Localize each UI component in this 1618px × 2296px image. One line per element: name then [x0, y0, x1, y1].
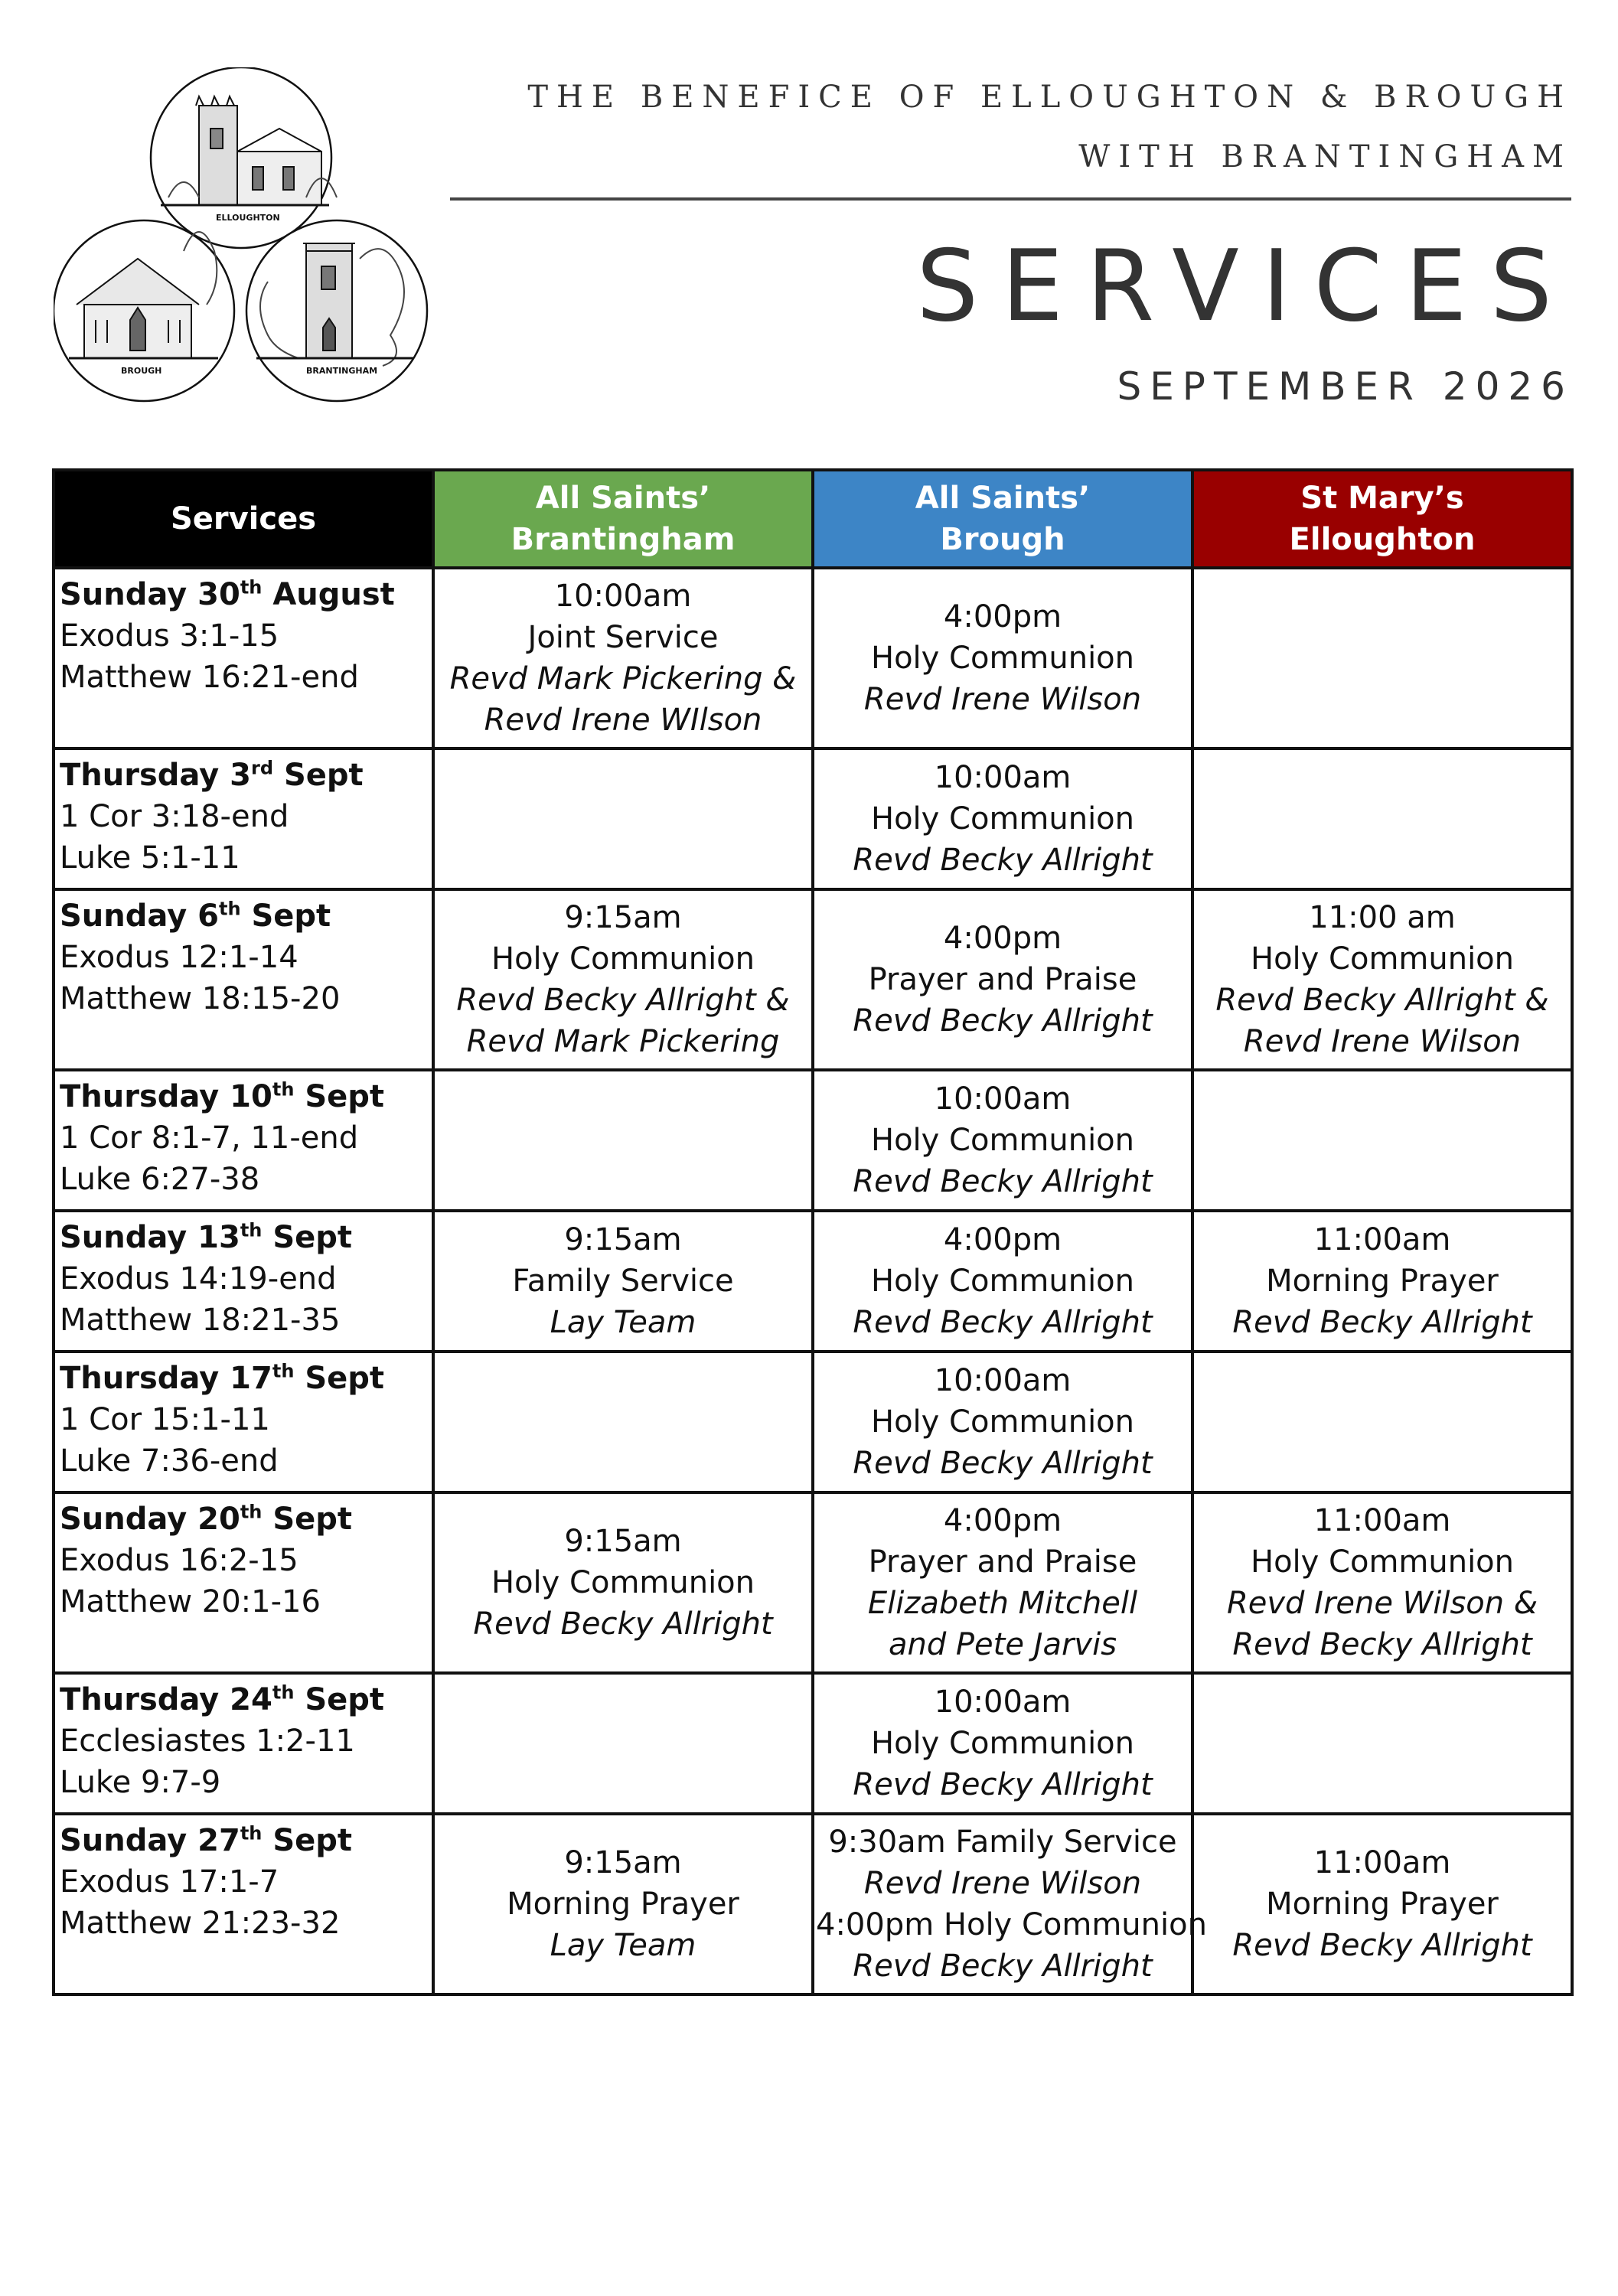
service-text: 9:30am Family Service [828, 1825, 1177, 1860]
service-cell-brantingham [433, 1070, 813, 1211]
page-title: SERVICES [916, 230, 1575, 344]
service-text: Holy Communion [870, 1264, 1135, 1299]
day-name: Thursday 24th Sept [60, 1681, 385, 1717]
service-text: 4:00pm [943, 1503, 1062, 1538]
officiant-text: Revd Irene WIlson [484, 703, 762, 738]
reading-2: Matthew 16:21-end [60, 660, 359, 695]
header-services: Services [54, 470, 433, 568]
officiant-text: Revd Becky Allright [853, 1446, 1153, 1481]
service-cell-brough [813, 568, 1192, 748]
service-cell-brantingham [433, 889, 813, 1070]
service-text: Holy Communion [1250, 941, 1515, 977]
service-text: Holy Communion [491, 941, 755, 977]
service-day-cell [54, 1814, 433, 1994]
day-ordinal-suffix: th [240, 1822, 263, 1844]
service-text: Morning Prayer [1266, 1264, 1499, 1299]
table-row [54, 889, 1572, 1070]
reading-2: Luke 9:7-9 [60, 1765, 221, 1800]
service-cell-brough [813, 1070, 1192, 1211]
service-text: 4:00pm [943, 921, 1062, 956]
reading-2: Matthew 20:1-16 [60, 1584, 321, 1619]
day-name: Sunday 20th Sept [60, 1501, 353, 1537]
officiant-text: Lay Team [550, 1305, 696, 1340]
officiant-text: Revd Becky Allright [1232, 1627, 1532, 1662]
reading-1: Exodus 14:19-end [60, 1261, 337, 1296]
service-text: 10:00am [934, 1081, 1072, 1117]
day-name: Thursday 3rd Sept [60, 757, 364, 793]
day-name: Thursday 17th Sept [60, 1360, 385, 1396]
day-name: Sunday 6th Sept [60, 898, 331, 934]
officiant-text: Elizabeth Mitchell [867, 1586, 1138, 1621]
officiant-text: Revd Becky Allright [1232, 1928, 1532, 1963]
service-text: Family Service [512, 1264, 734, 1299]
service-text: 9:15am [564, 900, 682, 935]
service-cell-elloughton [1192, 889, 1572, 1070]
service-text: 9:15am [564, 1222, 682, 1257]
service-text: Prayer and Praise [868, 1544, 1137, 1580]
day-ordinal-suffix: th [240, 1501, 263, 1523]
day-name: Sunday 13th Sept [60, 1219, 353, 1255]
officiant-text: Revd Becky Allright [1232, 1305, 1532, 1340]
day-name: Sunday 30th August [60, 576, 395, 612]
officiant-text: and Pete Jarvis [888, 1627, 1117, 1662]
benefice-line-2: WITH BRANTINGHAM [1078, 139, 1572, 174]
benefice-name [424, 67, 1572, 187]
table-row [54, 1673, 1572, 1814]
logo-label-brough: BROUGH [121, 366, 162, 376]
service-text: Holy Communion [870, 801, 1135, 837]
service-cell-brough [813, 1352, 1192, 1492]
service-text: 10:00am [934, 760, 1072, 795]
service-text: Holy Communion [870, 1404, 1135, 1440]
officiant-text: Revd Becky Allright & [1215, 983, 1549, 1018]
service-cell-brantingham [433, 568, 813, 748]
reading-1: Exodus 16:2-15 [60, 1543, 298, 1578]
officiant-text: Revd Mark Pickering [466, 1024, 780, 1059]
service-text: 11:00am [1313, 1503, 1451, 1538]
service-text: Holy Communion [870, 1726, 1135, 1761]
service-day-cell [54, 1352, 433, 1492]
service-cell-brantingham [433, 1352, 813, 1492]
service-text: Morning Prayer [507, 1887, 739, 1922]
header-divider [450, 197, 1571, 201]
reading-1: Exodus 17:1-7 [60, 1864, 279, 1900]
table-row [54, 1814, 1572, 1994]
service-cell-elloughton [1192, 1352, 1572, 1492]
day-ordinal-suffix: rd [251, 757, 274, 779]
officiant-text: Revd Irene Wilson [863, 682, 1142, 717]
service-text: 10:00am [934, 1363, 1072, 1398]
benefice-logo [54, 67, 429, 404]
reading-2: Matthew 18:21-35 [60, 1303, 341, 1338]
table-row [54, 748, 1572, 889]
day-ordinal-suffix: th [272, 1681, 295, 1704]
service-cell-elloughton [1192, 748, 1572, 889]
reading-1: 1 Cor 15:1-11 [60, 1402, 270, 1437]
service-text: 4:00pm [943, 1222, 1062, 1257]
day-name: Sunday 27th Sept [60, 1822, 353, 1858]
day-ordinal-suffix: th [219, 898, 241, 920]
service-cell-brantingham [433, 1814, 813, 1994]
table-row [54, 1352, 1572, 1492]
officiant-text: Lay Team [550, 1928, 696, 1963]
officiant-text: Revd Irene Wilson & [1226, 1586, 1538, 1621]
service-cell-brough [813, 1673, 1192, 1814]
service-cell-brantingham [433, 1492, 813, 1673]
service-day-cell [54, 568, 433, 748]
service-cell-brough [813, 1211, 1192, 1352]
officiant-text: Revd Becky Allright [853, 1003, 1153, 1039]
service-cell-brough [813, 1814, 1207, 1994]
reading-2: Matthew 21:23-32 [60, 1906, 341, 1941]
service-text: 11:00am [1313, 1845, 1451, 1880]
reading-1: Exodus 3:1-15 [60, 618, 279, 654]
officiant-text: Revd Becky Allright [473, 1606, 773, 1642]
day-ordinal-suffix: th [272, 1078, 295, 1101]
benefice-line-1: THE BENEFICE OF ELLOUGHTON & BROUGH [527, 80, 1572, 115]
table-row [54, 568, 1572, 748]
service-cell-elloughton [1192, 1673, 1572, 1814]
service-text: 10:00am [554, 579, 692, 614]
service-day-cell [54, 889, 433, 1070]
service-cell-elloughton [1192, 1211, 1572, 1352]
services-table [52, 468, 1574, 1996]
service-text: 4:00pm [943, 599, 1062, 634]
service-text: Morning Prayer [1266, 1887, 1499, 1922]
reading-1: 1 Cor 3:18-end [60, 799, 289, 834]
service-cell-elloughton [1192, 1070, 1572, 1211]
service-day-cell [54, 1211, 433, 1352]
reading-2: Matthew 18:15-20 [60, 981, 341, 1016]
reading-2: Luke 6:27-38 [60, 1162, 260, 1197]
reading-1: Exodus 12:1-14 [60, 940, 298, 975]
service-day-cell [54, 1492, 433, 1673]
service-text: Joint Service [527, 620, 719, 655]
table-row [54, 1492, 1572, 1673]
reading-1: 1 Cor 8:1-7, 11-end [60, 1120, 359, 1156]
officiant-text: Revd Becky Allright [853, 1767, 1153, 1802]
officiant-text: Revd Becky Allright [853, 1949, 1153, 1984]
service-text: Holy Communion [870, 1123, 1135, 1158]
service-day-cell [54, 1070, 433, 1211]
service-cell-elloughton [1192, 1814, 1572, 1994]
service-text: 9:15am [564, 1524, 682, 1559]
reading-2: Luke 7:36-end [60, 1443, 279, 1479]
service-text: 11:00 am [1309, 900, 1456, 935]
service-cell-brough [813, 1492, 1192, 1673]
table-body [54, 568, 1572, 1994]
service-day-cell [54, 1673, 433, 1814]
service-text: Holy Communion [870, 641, 1135, 676]
logo-label-elloughton: ELLOUGHTON [216, 213, 280, 223]
service-cell-brantingham [433, 1673, 813, 1814]
table-row [54, 1211, 1572, 1352]
header-brough: All Saints’ Brough [813, 470, 1192, 568]
page-subtitle-month: SEPTEMBER 2026 [1117, 364, 1574, 409]
service-cell-brantingham [433, 1211, 813, 1352]
logo-label-brantingham: BRANTINGHAM [306, 366, 378, 376]
day-name: Thursday 10th Sept [60, 1078, 385, 1114]
table-row [54, 1070, 1572, 1211]
service-text: 10:00am [934, 1684, 1072, 1720]
service-text: Holy Communion [491, 1565, 755, 1600]
officiant-text: Revd Irene Wilson [1243, 1024, 1522, 1059]
day-ordinal-suffix: th [240, 576, 263, 598]
officiant-text: Revd Becky Allright [853, 1305, 1153, 1340]
day-ordinal-suffix: th [240, 1219, 263, 1241]
officiant-text: Revd Becky Allright [853, 843, 1153, 878]
service-cell-elloughton [1192, 1492, 1572, 1673]
reading-1: Ecclesiastes 1:2-11 [60, 1724, 355, 1759]
header-elloughton: St Mary’s Elloughton [1192, 470, 1572, 568]
service-text: 4:00pm Holy Communion [816, 1907, 1207, 1942]
day-ordinal-suffix: th [272, 1360, 295, 1382]
officiant-text: Revd Becky Allright & [456, 983, 790, 1018]
table-header-row [54, 470, 1572, 568]
officiant-text: Revd Becky Allright [853, 1164, 1153, 1199]
reading-2: Luke 5:1-11 [60, 840, 240, 876]
service-text: 9:15am [564, 1845, 682, 1880]
service-text: 11:00am [1313, 1222, 1451, 1257]
service-text: Prayer and Praise [868, 962, 1137, 997]
officiant-text: Revd Mark Pickering & [449, 661, 797, 696]
service-cell-brough [813, 748, 1192, 889]
service-day-cell [54, 748, 433, 889]
service-text: Holy Communion [1250, 1544, 1515, 1580]
service-cell-elloughton [1192, 568, 1572, 748]
officiant-text: Revd Irene Wilson [863, 1866, 1142, 1901]
service-cell-brough [813, 889, 1192, 1070]
service-cell-brantingham [433, 748, 813, 889]
header-brantingham: All Saints’ Brantingham [433, 470, 813, 568]
